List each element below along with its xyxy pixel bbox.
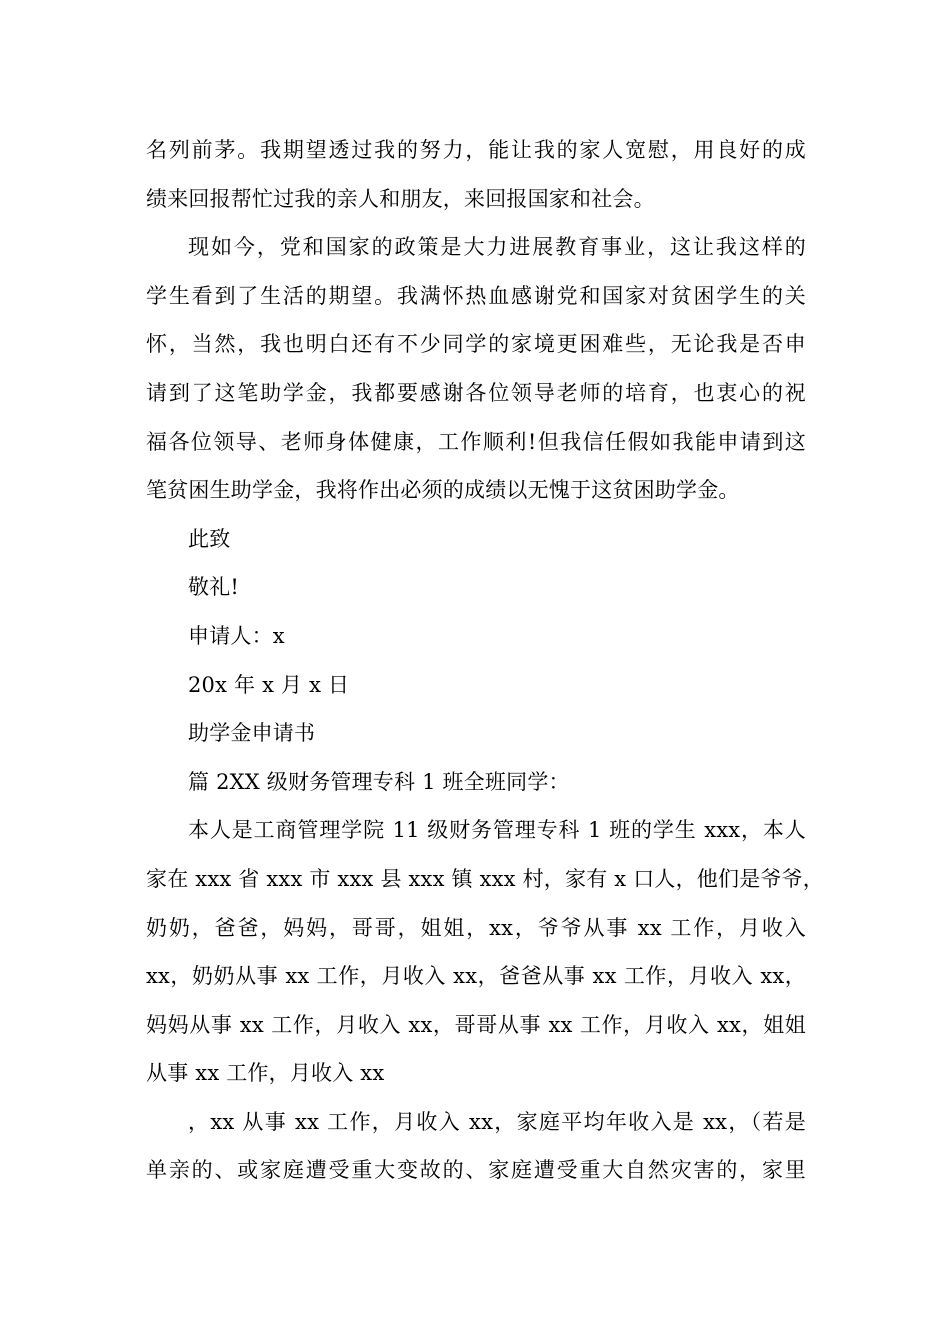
text-line: 学生看到了生活的期望。我满怀热血感谢党和国家对贫困学生的关 — [146, 283, 806, 308]
text-line: xx，奶奶从事 xx 工作，月收入 xx，爸爸从事 xx 工作，月收入 xx， — [146, 964, 806, 989]
text-line: 笔贫困生助学金，我将作出必须的成绩以无愧于这贫困助学金。 — [146, 478, 740, 503]
text-line: 家在 xxx 省 xxx 市 xxx 县 xxx 镇 xxx 村，家有 x 口人，他们是爷爷， — [146, 866, 824, 891]
text-line: 申请人：x — [188, 623, 285, 648]
text-line: 篇 2XX 级财务管理专科 1 班全班同学： — [188, 769, 570, 794]
text-line: 奶奶，爸爸，妈妈，哥哥，姐姐，xx，爷爷从事 xx 工作，月收入 — [146, 915, 806, 940]
text-line: 请到了这笔助学金，我都要感谢各位领导老师的培育，也衷心的祝 — [146, 380, 806, 405]
text-line: 此致 — [188, 526, 231, 551]
text-line: ，xx 从事 xx 工作，月收入 xx，家庭平均年收入是 xx，（若是 — [188, 1109, 806, 1134]
text-line: 怀，当然，我也明白还有不少同学的家境更困难些，无论我是否申 — [146, 332, 806, 357]
text-line: 妈妈从事 xx 工作，月收入 xx，哥哥从事 xx 工作，月收入 xx，姐姐 — [146, 1012, 806, 1037]
paragraph — [146, 1098, 806, 1195]
text-line: 本人是工商管理学院 11 级财务管理专科 1 班的学生 xxx，本人 — [188, 818, 806, 843]
text-line: 敬礼! — [188, 575, 240, 600]
closing-salutation — [146, 515, 806, 564]
text-line: 绩来回报帮忙过我的亲人和朋友，来回报国家和社会。 — [146, 186, 655, 211]
paragraph — [146, 126, 806, 223]
closing-regards — [146, 563, 806, 612]
text-line: 从事 xx 工作，月收入 xx — [146, 1061, 385, 1086]
section-title — [146, 709, 806, 758]
application-date — [146, 661, 806, 710]
applicant-signature — [146, 612, 806, 661]
letter-addressee — [146, 758, 806, 807]
paragraph — [146, 806, 824, 1098]
text-line: 福各位领导、老师身体健康，工作顺利!但我信任假如我能申请到这 — [146, 429, 806, 454]
text-line: 20x 年 x 月 x 日 — [188, 672, 350, 697]
text-line: 单亲的、或家庭遭受重大变故的、家庭遭受重大自然灾害的，家里 — [146, 1158, 806, 1183]
paragraph — [146, 223, 806, 515]
text-line: 助学金申请书 — [188, 721, 316, 746]
text-line: 现如今，党和国家的政策是大力进展教育事业，这让我这样的 — [188, 235, 806, 260]
text-line: 名列前茅。我期望透过我的努力，能让我的家人宽慰，用良好的成 — [146, 138, 806, 162]
document-page — [146, 126, 824, 1195]
